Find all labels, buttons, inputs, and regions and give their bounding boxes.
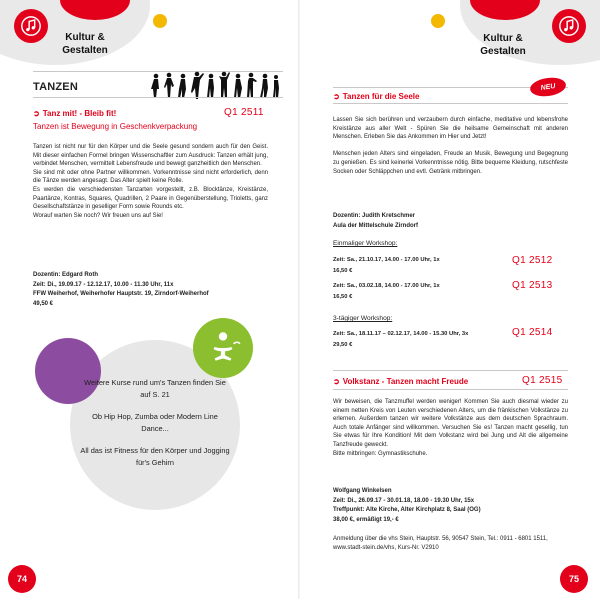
course-description: Lassen Sie sich berühren und verzaubern durch einfache, meditative und lebensfrohe Kreistänze aus aller Welt - Spüren Sie die heilsame Gemeinschaft mit anderen Menschen. Erleben Sie das Ankommen im Hier und Jetzt! Menschen jeden Alters sind eingeladen, Freude an Musik, Bewegung und Begegnung zu genießen. Es sind keinerlei Vorkenntnisse nötig. Bitte bequeme Kleidung, rutschfeste Socken oder Schläppchen und evtl. Getränk mitbringen. [333, 117, 568, 175]
course-info [333, 487, 568, 525]
course-price: 38,00 €, ermäßigt 19,- € [333, 516, 399, 523]
yellow-dot-decoration [431, 14, 445, 28]
course-code: Q1 2514 [512, 327, 553, 338]
page-heading: TANZEN [33, 81, 78, 93]
workshop-price: 16,50 € [333, 294, 353, 300]
course-subtitle: Tanzen ist Bewegung in Geschenkverpackung [33, 122, 198, 131]
workshop-time: Zeit: Sa., 03.02.18, 14.00 - 17.00 Uhr, 1x [333, 283, 440, 289]
course-title: ➲ Volkstanz - Tanzen macht Freude [333, 377, 469, 386]
section-label: Kultur & Gestalten [62, 32, 108, 56]
heading-rule [33, 97, 283, 98]
workshop-heading: Einmaliger Workshop: [333, 240, 398, 247]
section-rule [333, 370, 568, 371]
section-label: Kultur & Gestalten [480, 33, 526, 57]
course-code: Q1 2515 [522, 375, 563, 386]
arrow-icon: ➲ [33, 109, 40, 118]
course-time: Zeit: Di., 26.09.17 - 30.01.18, 18.00 - 19.30 Uhr, 15x [333, 497, 475, 504]
course-place: FFW Weiherhof, Weiherhofer Hauptstr. 19, Zirndorf-Weiherhof [33, 291, 209, 297]
course-description: Wir beweisen, die Tanzmuffel werden weniger! Kommen Sie auch diesmal wieder zu einem netten Kreis von Leuten verschiedenen Alters, um die fränkischen Volkstänze zu erlernen. Außerdem tanzen wir weitere Volkstänze aus dem deutschen Sprachraum. Auch totale Anfänger sind willkommen. Versuchen Sie es! Tanzen macht gesellig, tun Sie etwas für Ihre Kondition! Mit dem Volkstanz wird bei Jung und Alt die allgemeine Tanzfreude geweckt. Bitte mitbringen: Gymnastikschuhe. [333, 399, 568, 457]
registration-note: Anmeldung über die vhs Stein, Hauptstr. 56, 90547 Stein, Tel.: 0911 - 6801 1511, www.stadt-stein.de/vhs, Kurs-Nr. V2910 [333, 536, 548, 551]
course-lecturer-place [333, 212, 568, 231]
music-category-icon [14, 9, 48, 43]
course-place: Treffpunkt: Alte Kirche, Alter Kirchplatz 8, Saal (OG) [333, 507, 481, 513]
course-description: Tanzen ist nicht nur für den Körper und die Seele gesund sondern auch für den Geist. Mit dieser einfachen Formel bringen Wissenschaftler zum Ausdruck: Tanzen erhält jung, verbindet Menschen, vermittelt Lebensfreude und bewegt ganzheitlich den Menschen. Sie sind mit oder ohne Partner willkommen. Vorkenntnisse sind nicht erforderlich, denn die Tänze werden angesagt. Das Alter spielt keine Rolle. Es werden die verschiedensten Tanzarten vorgestellt, z.B. Blocktänze, Kreistänze, Paartänze, Kontras, Squares, Quadrillen, 2 Paare in Gegenüberstellung, Trioletts, ganz Gesellschaftstänze in geselliger Form sowie Rounds etc. Worauf warten Sie noch? Wir freuen uns auf Sie! [33, 144, 268, 219]
course-title: ➲ Tanz mit! - Bleib fit! [33, 109, 117, 118]
page-number: 75 [560, 565, 588, 593]
course-time: Zeit: Di., 19.09.17 - 12.12.17, 10.00 - 11.30 Uhr, 11x [33, 281, 174, 288]
course-code: Q1 2513 [512, 280, 553, 291]
new-badge: NEU [529, 76, 567, 99]
title-rule [333, 389, 568, 390]
course-price: 49,50 € [33, 300, 54, 307]
title-rule [333, 103, 568, 104]
promo-text: Weitere Kurse rund um's Tanzen finden Sie auf S. 21 Ob Hip Hop, Zumba oder Modern Line Dance... All das ist Fitness für den Körper und Jogging für's Gehirn [80, 378, 230, 467]
music-category-icon [552, 9, 586, 43]
lecturer: Dozentin: Judith Kretschmer [333, 213, 416, 219]
yellow-dot-decoration [153, 14, 167, 28]
course-code: Q1 2512 [512, 255, 553, 266]
workshop-time: Zeit: Sa., 18.11.17 – 02.12.17, 14.00 - 15.30 Uhr, 3x [333, 331, 469, 337]
course-title: ➲ Tanzen für die Seele [333, 92, 420, 101]
course-info [33, 271, 283, 309]
course-place: Aula der Mittelschule Zirndorf [333, 222, 419, 229]
lecturer: Wolfgang Winkelsen [333, 488, 392, 494]
lecturer: Dozentin: Edgard Roth [33, 272, 98, 278]
course-code: Q1 2511 [224, 107, 264, 118]
yoga-category-icon [193, 318, 253, 378]
dancers-image [150, 70, 280, 100]
workshop-heading: 3-tägiger Workshop: [333, 315, 393, 322]
page-number: 74 [8, 565, 36, 593]
workshop-price: 29,50 € [333, 342, 353, 348]
arrow-icon: ➲ [333, 377, 340, 386]
workshop-price: 16,50 € [333, 268, 353, 274]
workshop-time: Zeit: Sa., 21.10.17, 14.00 - 17.00 Uhr, 1x [333, 257, 440, 263]
arrow-icon: ➲ [333, 92, 340, 101]
